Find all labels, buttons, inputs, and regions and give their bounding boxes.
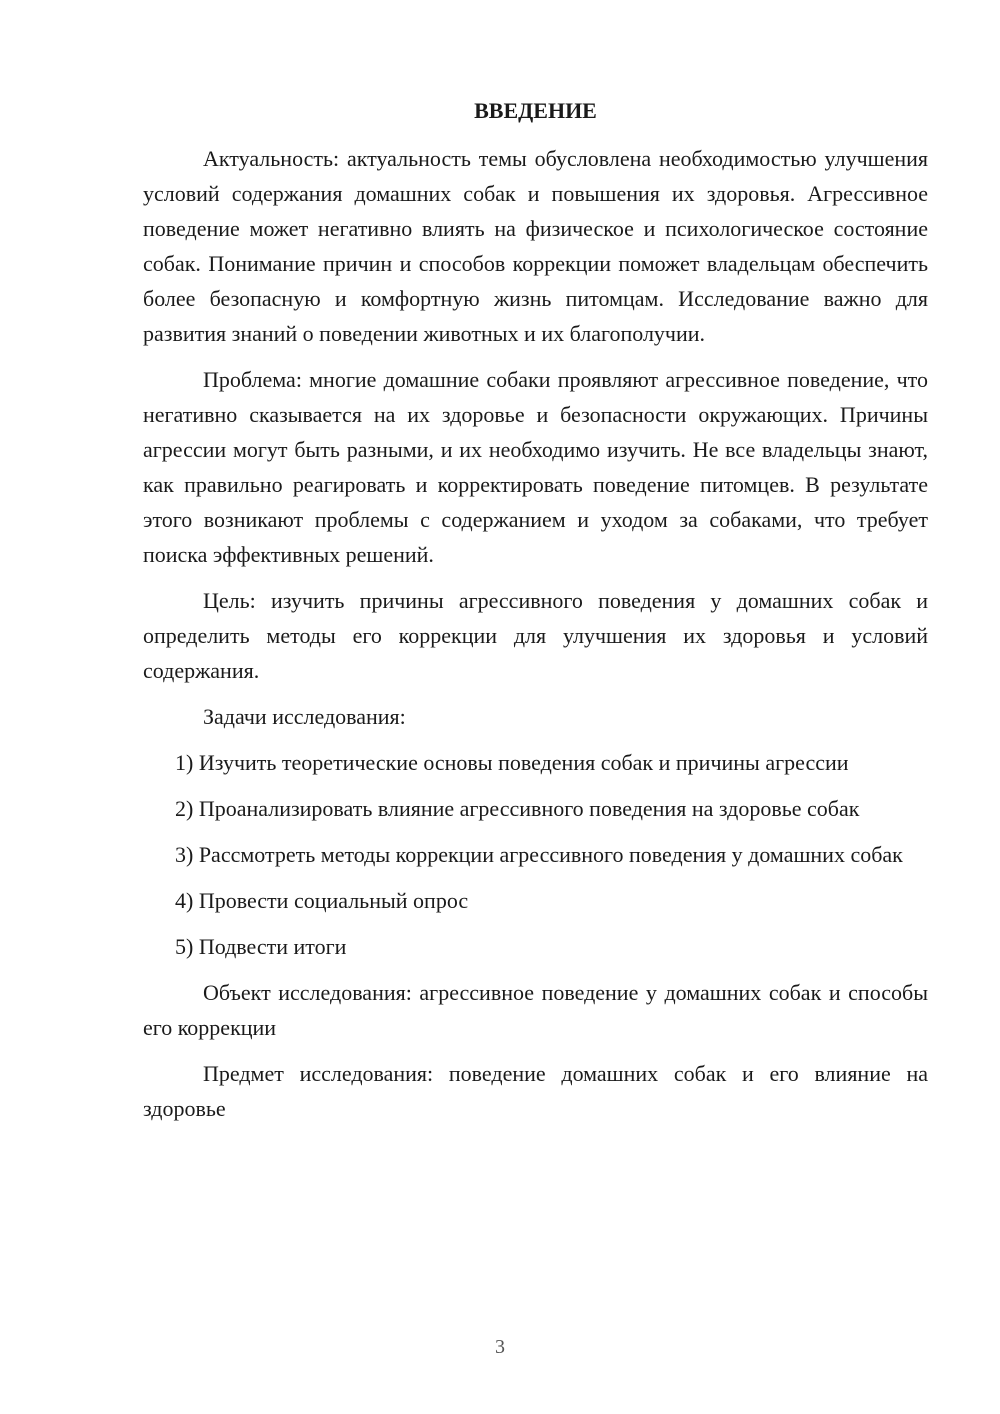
document-body <box>143 141 928 1137</box>
object-paragraph: Объект исследования: агрессивное поведение у домашних собак и способы его коррекции <box>143 980 928 1040</box>
problem-paragraph: Проблема: многие домашние собаки проявляют агрессивное поведение, что негативно сказывается на их здоровье и безопасности окружающих. Причины агрессии могут быть разными, и их необходимо изучить. Не все владельцы знают, как правильно реагировать и корректировать поведение питомцев. В результате этого возникают проблемы с содержанием и уходом за собаками, что требует поиска эффективных решений. <box>143 367 928 567</box>
task-item-3: 3) Рассмотреть методы коррекции агрессивного поведения у домашних собак <box>175 842 903 867</box>
relevance-paragraph: Актуальность: актуальность темы обусловлена необходимостью улучшения условий содержания домашних собак и повышения их здоровья. Агрессивное поведение может негативно влиять на физическое и психологическое состояние собак. Понимание причин и способов коррекции поможет владельцам обеспечить более безопасную и комфортную жизнь питомцам. Исследование важно для развития знаний о поведении животных и их благополучии. <box>143 146 928 346</box>
task-item-2: 2) Проанализировать влияние агрессивного поведения на здоровье собак <box>175 796 860 821</box>
tasks-title: Задачи исследования: <box>203 704 406 729</box>
goal-paragraph: Цель: изучить причины агрессивного поведения у домашних собак и определить методы его коррекции для улучшения их здоровья и условий содержания. <box>143 588 928 683</box>
page-title: ВВЕДЕНИЕ <box>474 98 597 123</box>
task-item-5: 5) Подвести итоги <box>175 934 347 959</box>
task-item-1: 1) Изучить теоретические основы поведения собак и причины агрессии <box>175 750 849 775</box>
subject-paragraph: Предмет исследования: поведение домашних собак и его влияние на здоровье <box>143 1061 928 1121</box>
page-number: 3 <box>495 1336 505 1358</box>
task-item-4: 4) Провести социальный опрос <box>175 888 469 913</box>
